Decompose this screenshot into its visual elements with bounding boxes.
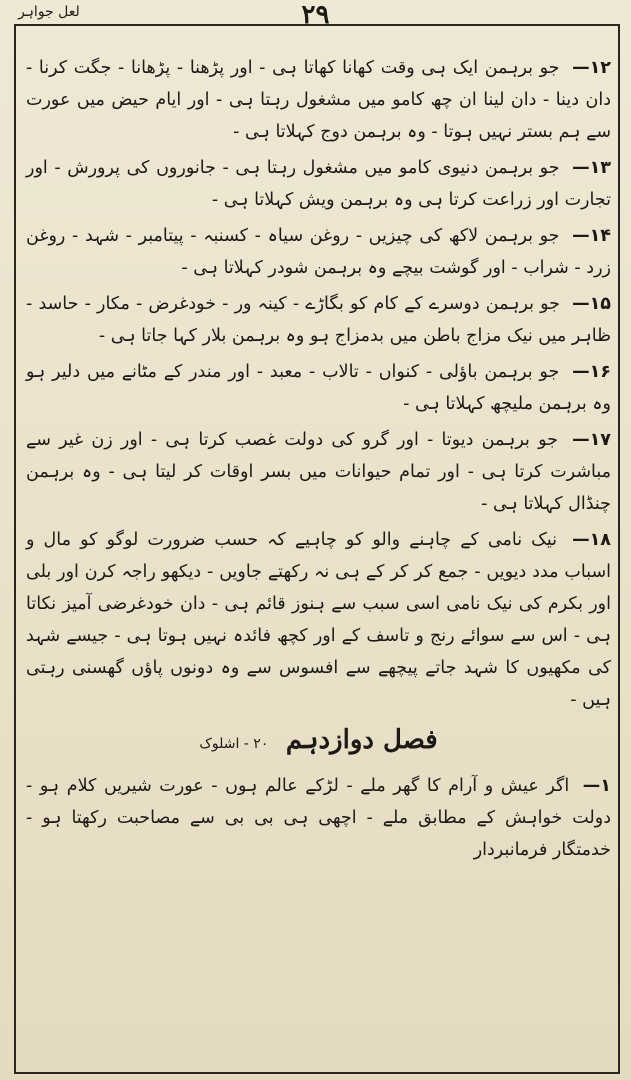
section-heading — [26, 722, 611, 762]
page-number: ۲۹ — [301, 0, 330, 30]
paragraph-1 — [26, 770, 611, 866]
paragraph-text: جو برہمن باؤلی - کنواں - تالاب - معبد - اور مندر کے مٹانے میں دلیر ہو وہ برہمن ملیچھ کہلاتا ہی - — [26, 362, 611, 414]
paragraph-18 — [26, 524, 611, 716]
paragraph-15 — [26, 288, 611, 352]
paragraph-13 — [26, 152, 611, 216]
paragraph-number: ۱۷— — [572, 430, 611, 450]
section-subtitle: ۲۰ - اشلوک — [199, 736, 269, 752]
running-title: لعل جواہر — [18, 4, 80, 20]
paragraph-number: ۱۲— — [572, 58, 611, 78]
paragraph-text: اگر عیش و آرام کا گھر ملے - لڑکے عالم ہوں - عورت شیریں کلام ہو - دولت خواہش کے مطابق ملے - اچھی ہی بی بی سے مصاحبت رکھتا ہو - خدمتگار فرمانبردار — [26, 776, 611, 860]
paragraph-text: نیک نامی کے چاہنے والو کو چاہیے کہ حسب ضرورت لوگو کو مال و اسباب مدد دیویں - جمع کر کر کے ہی نہ رکھتے جاویں - دیکھو راجہ کرن اور بلی اور بکرم کی نیک نامی اسی سبب سے ہنوز قائم ہی - دان خودغرضی آمیز نکاتا ہی - اس سے سوائے رنج و تاسف کے اور کچھ فائدہ نہیں ہوتا ہی - جیسے شہد کی مکھیوں کا شہد جاتے پیچھے سے افسوس سے وہ دونوں پاؤں گھسنی رہتی ہیں - — [26, 530, 611, 710]
paragraph-14 — [26, 220, 611, 284]
paragraph-16 — [26, 356, 611, 420]
paragraph-text: جو برہمن لاکھ کی چیزیں - روغن سیاہ - کسنبہ - پیتامبر - شہد - روغن زرد - شراب - اور گوشت بیچے وہ برہمن شودر کہلاتا ہی - — [26, 226, 611, 278]
paragraph-text: جو برہمن دیوتا - اور گرو کی دولت غصب کرتا ہی - اور زن غیر سے مباشرت کرتا ہی - اور تمام حیوانات میں بسر اوقات کر لیتا ہی - وہ برہمن چنڈال کہلاتا ہی - — [26, 430, 611, 514]
section-title: فصل دوازدہم — [285, 725, 438, 755]
paragraph-number: ۱۵— — [572, 294, 611, 314]
paragraph-12 — [26, 52, 611, 148]
paragraph-number: ۱۳— — [572, 158, 611, 178]
paragraph-number: ۱۶— — [572, 362, 611, 382]
paragraph-text: جو برہمن دنیوی کامو میں مشغول رہتا ہی - جانوروں کی پرورش - اور تجارت اور زراعت کرتا ہی وہ برہمن ویش کہلاتا ہی - — [26, 158, 611, 210]
paragraph-text: جو برہمن ایک ہی وقت کھانا کھاتا ہی - اور پڑھنا - پڑھانا - جگت کرنا - دان دینا - دان لینا ان چھ کامو میں مشغول رہتا ہی - اور ایام حیض میں عورت سے ہم بستر نہیں ہوتا - وہ برہمن دوج کہلاتا ہی - — [26, 58, 611, 142]
paragraph-number: ۱۴— — [572, 226, 611, 246]
page-content — [26, 52, 611, 1062]
paragraph-number: ۱۸— — [572, 530, 611, 550]
paragraph-17 — [26, 424, 611, 520]
paragraph-text: جو برہمن دوسرے کے کام کو بگاڑے - کینہ ور - خودغرض - مکار - حاسد - ظاہر میں نیک مزاج باطن میں بدمزاج ہو وہ برہمن بلار کہا جاتا ہی - — [26, 294, 611, 346]
paragraph-number: ۱— — [582, 776, 611, 796]
